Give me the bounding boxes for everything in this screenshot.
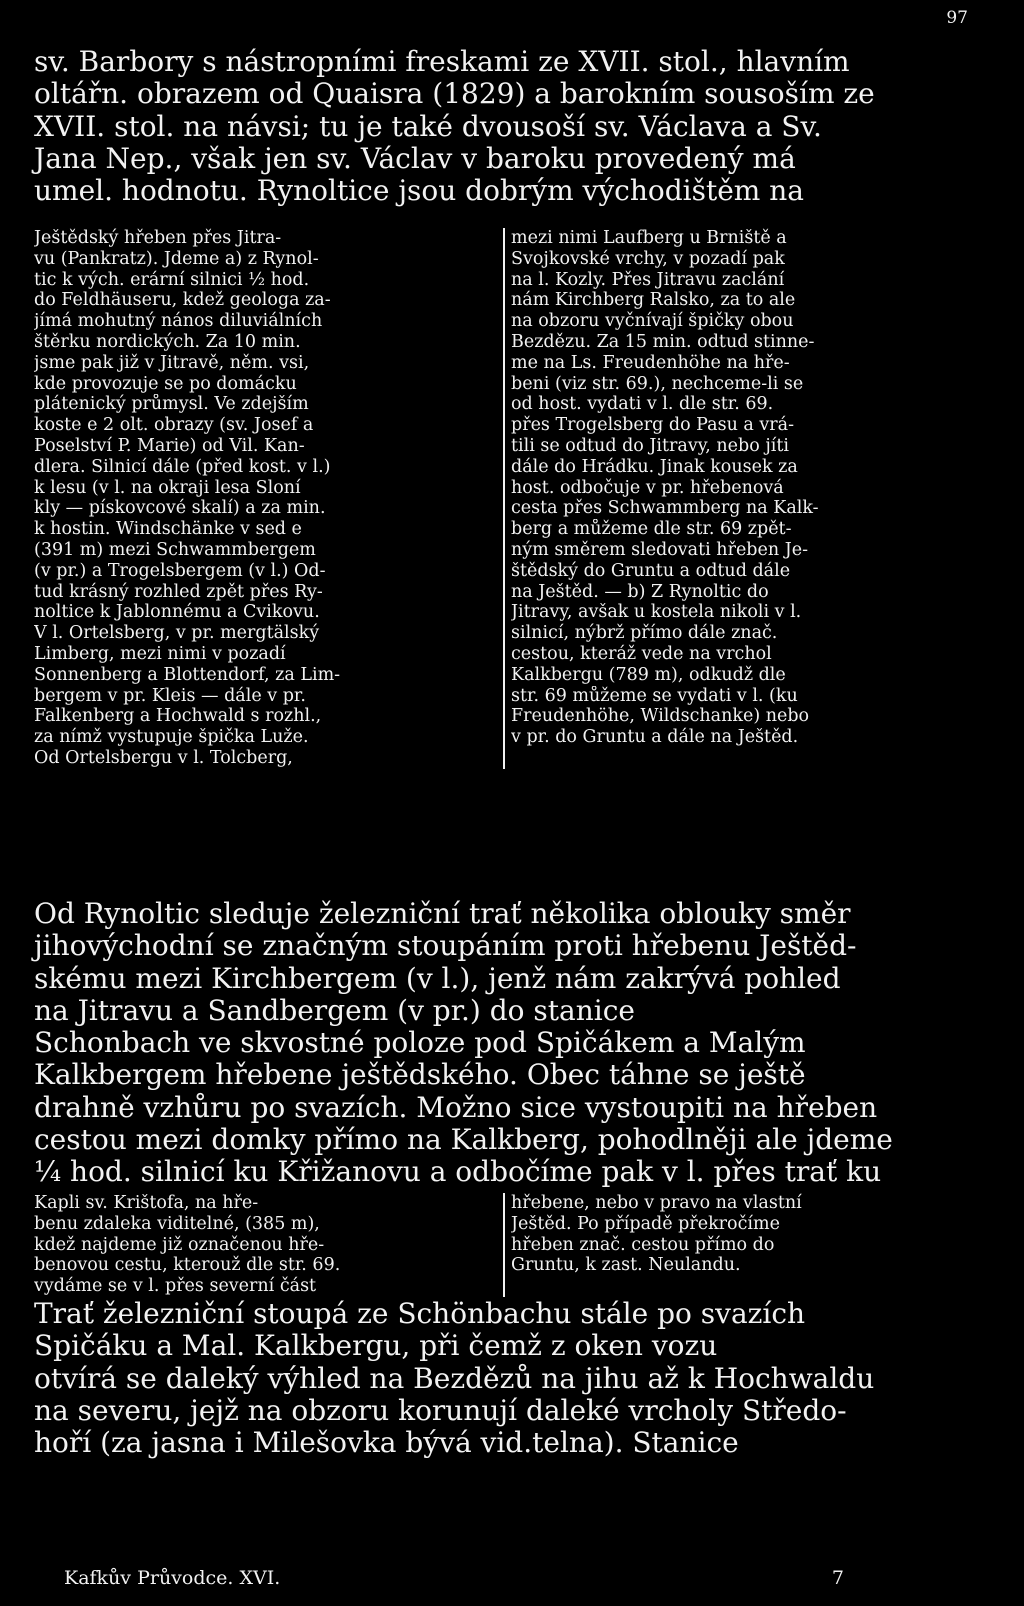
column-line: hřeben znač. cestou přímo do (511, 1234, 775, 1255)
column-line: kly — pískovcové skalí) a za min. (34, 498, 326, 519)
column-line: za nímž vystupuje špička Luže. (34, 727, 309, 748)
column-line: beni (viz str. 69.), nechceme-li se (511, 373, 804, 394)
column-line: noltice k Jablonnému a Cvikovu. (34, 602, 320, 623)
text-line: skému mezi Kirchbergem (v l.), jenž nám zakrývá pohled (34, 961, 841, 995)
column-line: cestou, kteráž vede na vrchol (511, 643, 772, 664)
column-line: Ještědský hřeben přes Jitra- (34, 228, 282, 248)
column-line: Freudenhöhe, Wildschanke) nebo (511, 706, 810, 727)
column-line: Bezdězu. Za 15 min. odtud stinne- (511, 331, 815, 352)
left-column (34, 1193, 505, 1297)
column-line: tud krásný rozhled zpět přes Ry- (34, 581, 323, 602)
right-column (505, 1193, 974, 1297)
column-line: Jitravy, avšak u kostela nikoli v l. (511, 602, 802, 623)
column-line: me na Ls. Freudenhöhe na hře- (511, 352, 790, 373)
intro-paragraph (34, 46, 990, 207)
text-line: hoří (za jasna i Milešovka bývá vid.telna). Stanice (34, 1426, 739, 1460)
column-line: k hostin. Windschänke v sed e (34, 519, 302, 540)
middle-paragraph (34, 898, 990, 1189)
column-line: vu (Pankratz). Jdeme a) z Rynol- (34, 248, 319, 269)
text-line: jihovýchodní se značným stoupáním proti hřebenu Ještěd- (34, 929, 857, 963)
right-column (505, 228, 974, 769)
column-line: Poselství P. Marie) od Vil. Kan- (34, 435, 305, 456)
column-line: berg a můžeme dle str. 69 zpět- (511, 519, 792, 540)
column-line: cesta přes Schwammberg na Kalk- (511, 498, 819, 519)
page-number: 97 (946, 8, 968, 28)
text-line: umel. hodnotu. Rynoltice jsou dobrým východištěm na (34, 174, 804, 208)
column-line: silnicí, nýbrž přímo dále znač. (511, 623, 778, 644)
text-line: drahně vzhůru po svazích. Možno sice vystoupiti na hřeben (34, 1090, 878, 1124)
column-line: benovou cestu, kterouž dle str. 69. (34, 1255, 341, 1276)
left-column (34, 228, 505, 769)
column-line: Falkenberg a Hochwald s rozhl., (34, 706, 322, 727)
column-line: Od Ortelsbergu v l. Tolcberg, (34, 747, 293, 768)
column-line: na Ještěd. — b) Z Rynoltic do (511, 581, 769, 602)
column-line: tili se odtud do Jitravy, nebo jíti (511, 435, 789, 456)
column-line: jsme pak již v Jitravě, něm. vsi, (34, 352, 310, 373)
column-line: dále do Hrádku. Jinak kousek za (511, 456, 798, 477)
column-line: ným směrem sledovati hřeben Je- (511, 539, 808, 560)
column-line: štěrku nordických. Za 10 min. (34, 331, 301, 352)
text-line: ¼ hod. silnicí ku Křižanovu a odbočíme pak v l. přes trať ku (34, 1155, 882, 1189)
column-line: v pr. do Gruntu a dále na Ještěd. (511, 727, 799, 748)
column-line: (391 m) mezi Schwammbergem (34, 539, 316, 560)
column-line: tic k vých. erární silnici ½ hod. (34, 269, 310, 290)
signature-mark: 7 (831, 1567, 844, 1589)
column-line: (v pr.) a Trogelsbergem (v l.) Od- (34, 560, 326, 581)
column-line: plátenický průmysl. Ve zdejším (34, 394, 309, 415)
column-line: Svojkovské vrchy, v pozadí pak (511, 248, 785, 269)
text-line: oltářn. obrazem od Quaisra (1829) a barokním sousoším ze (34, 77, 875, 111)
column-line: na obzoru vyčnívají špičky obou (511, 311, 794, 332)
column-line: Sonnenberg a Blottendorf, za Lim- (34, 664, 341, 685)
column-line: nám Kirchberg Ralsko, za to ale (511, 290, 796, 311)
column-line: od host. vydati v l. dle str. 69. (511, 394, 774, 415)
column-line: do Feldhäuseru, kdež geologa za- (34, 290, 331, 311)
column-line: vydáme se v l. přes severní část (34, 1276, 317, 1297)
text-line: Spičáku a Mal. Kalkbergu, při čemž z oken vozu (34, 1329, 718, 1363)
footer-title: Kafkův Průvodce. XVI. (64, 1567, 281, 1589)
text-line: Od Rynoltic sleduje železniční trať několika oblouky směr (34, 897, 851, 930)
text-line: sv. Barbory s nástropními freskami ze XVII. stol., hlavním (34, 45, 850, 78)
text-line: na Jitravu a Sandbergem (v pr.) do stanice (34, 993, 635, 1027)
column-line: host. odbočuje v pr. hřebenová (511, 477, 784, 498)
column-line: štědský do Gruntu a odtud dále (511, 560, 791, 581)
column-line: dlera. Silnicí dále (před kost. v l.) (34, 456, 331, 477)
page-footer (64, 1567, 844, 1589)
text-line: Kalkbergem hřebene ještědského. Obec táhne se ještě (34, 1058, 806, 1092)
column-line: k lesu (v l. na okraji lesa Sloní (34, 477, 301, 498)
final-paragraph (34, 1298, 990, 1459)
column-line: Kalkbergu (789 m), odkudž dle (511, 664, 786, 685)
two-column-section-1 (34, 228, 990, 769)
column-line: Limberg, mezi nimi v pozadí (34, 643, 286, 664)
text-line: XVII. stol. na návsi; tu je také dvousoší sv. Václava a Sv. (34, 109, 822, 143)
column-line: kdež najdeme již označenou hře- (34, 1234, 325, 1255)
column-line: Ještěd. Po případě překročíme (511, 1213, 780, 1234)
column-line: Gruntu, k zast. Neulandu. (511, 1255, 741, 1276)
text-line: cestou mezi domky přímo na Kalkberg, pohodlněji ale jdeme (34, 1123, 893, 1157)
text-line: Jana Nep., však jen sv. Václav v baroku provedený má (34, 141, 796, 175)
column-line: hřebene, nebo v pravo na vlastní (511, 1193, 802, 1213)
column-line: jímá mohutný nános diluviálních (34, 311, 323, 332)
column-line: Kapli sv. Krištofa, na hře- (34, 1193, 259, 1213)
text-line: Trať železniční stoupá ze Schönbachu stále po svazích (34, 1297, 806, 1330)
column-line: na l. Kozly. Přes Jitravu zaclání (511, 269, 785, 290)
column-line: koste e 2 olt. obrazy (sv. Josef a (34, 415, 314, 436)
column-line: str. 69 můžeme se vydati v l. (ku (511, 685, 798, 706)
text-line: Schonbach ve skvostné poloze pod Spičákem a Malým (34, 1026, 806, 1060)
column-line: kde provozuje se po domácku (34, 373, 297, 394)
column-line: bergem v pr. Kleis — dále v pr. (34, 685, 306, 706)
column-line: přes Trogelsberg do Pasu a vrá- (511, 415, 794, 436)
column-line: benu zdaleka viditelné, (385 m), (34, 1213, 320, 1234)
text-line: otvírá se daleký výhled na Bezdězů na jihu až k Hochwaldu (34, 1361, 875, 1395)
column-line: V l. Ortelsberg, v pr. mergtälský (34, 623, 320, 644)
column-line: mezi nimi Laufberg u Brniště a (511, 228, 787, 248)
text-line: na severu, jejž na obzoru korunují daleké vrcholy Středo- (34, 1393, 847, 1427)
two-column-section-2 (34, 1193, 990, 1297)
